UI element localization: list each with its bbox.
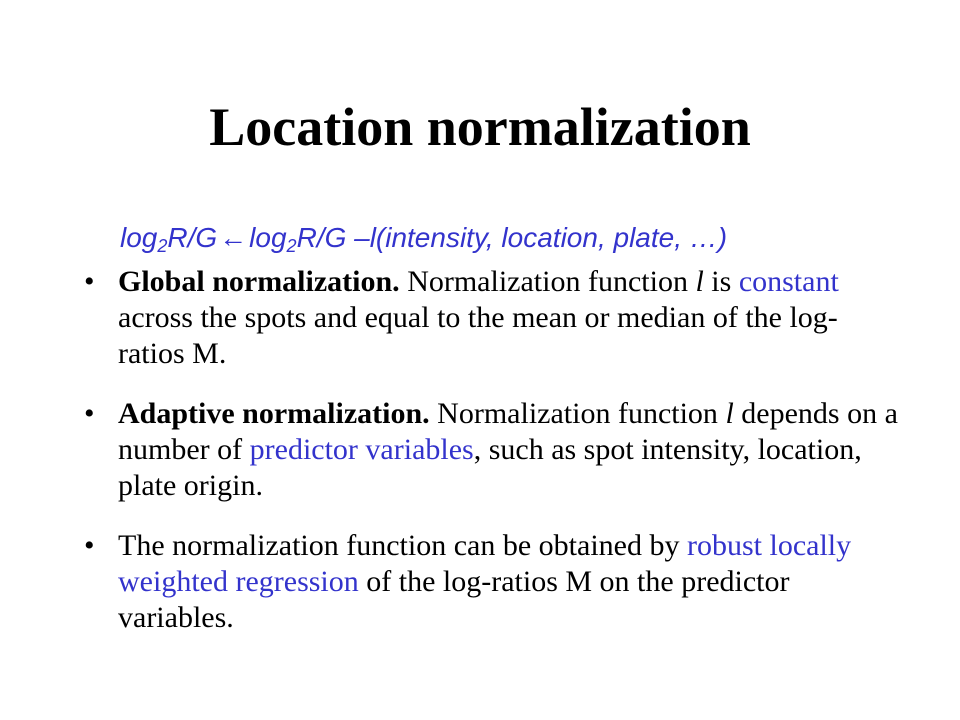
normalization-formula bbox=[120, 218, 727, 258]
formula-lhs-ratio: R/G bbox=[167, 222, 218, 253]
formula-rhs-log: log bbox=[249, 222, 287, 253]
bullet-text: of the log-ratios M on the predictor variables. bbox=[118, 565, 790, 634]
bullet-text: , such as spot intensity, location, plate origin. bbox=[118, 433, 862, 502]
bullet-text: Normalization function bbox=[407, 265, 688, 298]
bullet-regression bbox=[80, 528, 900, 636]
formula-lhs-subscript: 2 bbox=[157, 236, 168, 256]
slide-title: Location normalization bbox=[209, 97, 751, 157]
bullet-dot-icon: • bbox=[84, 397, 95, 430]
function-symbol: l bbox=[725, 397, 734, 430]
bullet-text: Normalization function bbox=[437, 397, 718, 430]
bullet-text: The normalization function can be obtained by bbox=[118, 529, 680, 562]
formula-rhs-rest: R/G –l(intensity, location, plate, …) bbox=[296, 222, 728, 253]
function-symbol: l bbox=[695, 265, 704, 298]
bullet-dot-icon: • bbox=[84, 529, 95, 562]
bullet-dot-icon: • bbox=[84, 265, 95, 298]
bullet-text: is bbox=[711, 265, 732, 298]
bullet-heading: Global normalization. bbox=[118, 265, 400, 298]
formula-lhs-log: log bbox=[120, 222, 158, 253]
bullet-global-normalization bbox=[80, 264, 900, 372]
highlighted-term: constant bbox=[738, 265, 839, 298]
bullet-adaptive-normalization bbox=[80, 396, 900, 504]
bullet-heading: Adaptive normalization. bbox=[118, 397, 430, 430]
bullet-list bbox=[80, 264, 900, 660]
bullet-text: across the spots and equal to the mean or median of the log-ratios M. bbox=[118, 301, 838, 370]
highlighted-term: robust locally weighted regression bbox=[118, 529, 852, 598]
bullet-text: depends on a number of bbox=[118, 397, 898, 466]
formula-rhs-subscript: 2 bbox=[286, 236, 297, 256]
left-arrow-icon: ← bbox=[219, 222, 248, 253]
highlighted-term: predictor variables bbox=[249, 433, 474, 466]
